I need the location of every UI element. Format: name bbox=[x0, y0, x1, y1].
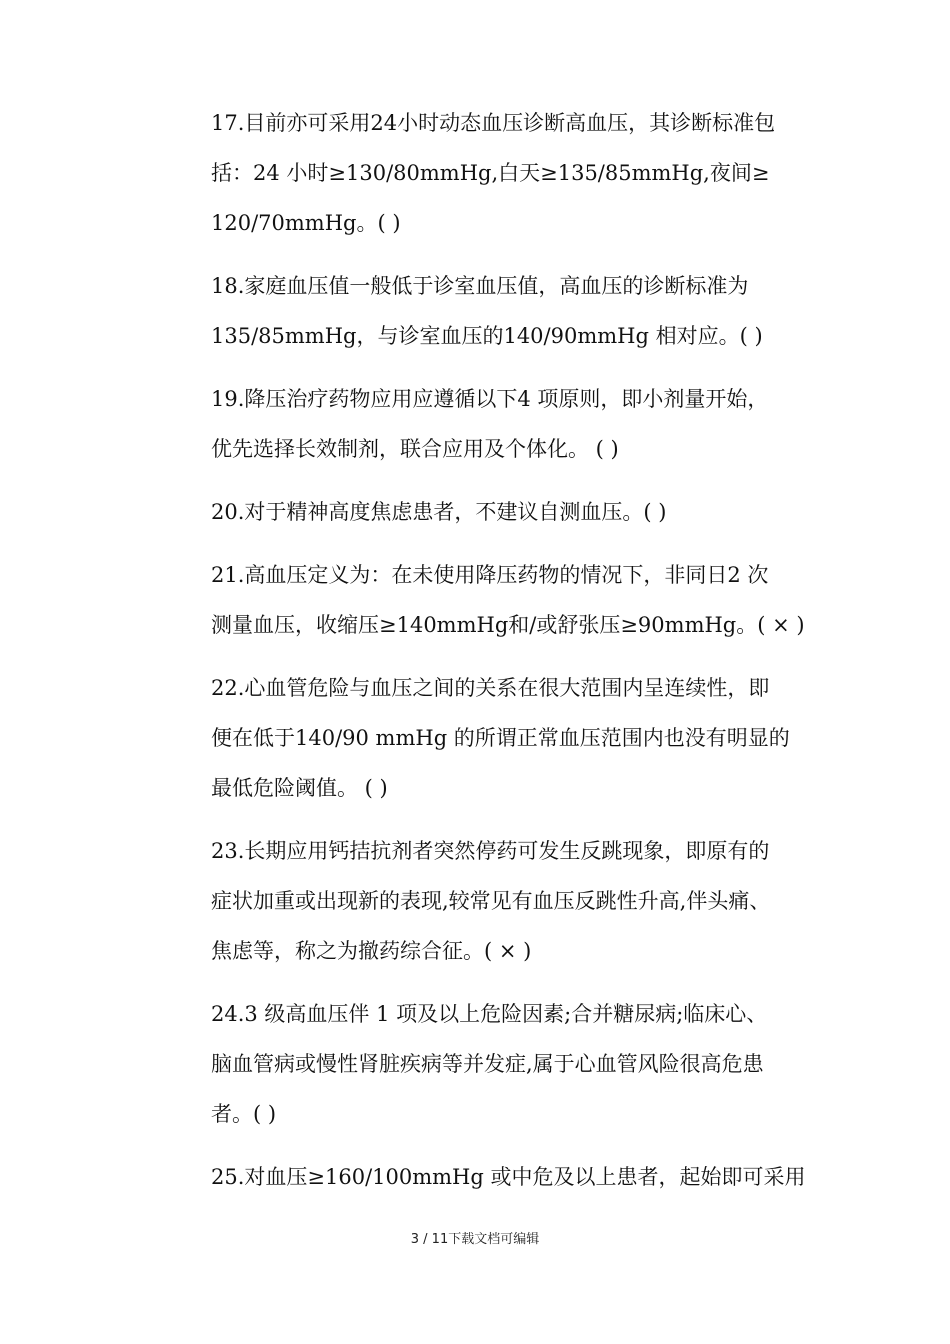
question-list bbox=[211, 98, 811, 1215]
page-footer: 3 / 11下载文档可编辑 bbox=[410, 1232, 540, 1247]
question-line: 21.高血压定义为：在未使用降压药物的情况下，非同日2 次 bbox=[211, 563, 769, 587]
question-line: 焦虑等，称之为撤药综合征。( × ) bbox=[211, 939, 532, 963]
question-line: 120/70mmHg。( ) bbox=[211, 211, 401, 235]
question-line: 17.目前亦可采用24小时动态血压诊断高血压，其诊断标准包 bbox=[211, 111, 776, 135]
question-25 bbox=[211, 1152, 811, 1202]
question-22 bbox=[211, 663, 811, 813]
question-line: 20.对于精神高度焦虑患者，不建议自测血压。( ) bbox=[211, 500, 667, 524]
question-line: 便在低于140/90 mmHg 的所谓正常血压范围内也没有明显的 bbox=[211, 726, 790, 750]
question-21 bbox=[211, 550, 811, 650]
question-20 bbox=[211, 487, 811, 537]
question-23 bbox=[211, 826, 811, 976]
question-line: 19.降压治疗药物应用应遵循以下4 项原则，即小剂量开始， bbox=[211, 387, 769, 411]
question-line: 135/85mmHg，与诊室血压的140/90mmHg 相对应。( ) bbox=[211, 324, 763, 348]
question-line: 最低危险阈值。 ( ) bbox=[211, 776, 388, 800]
question-24 bbox=[211, 989, 811, 1139]
question-line: 测量血压，收缩压≥140mmHg和/或舒张压≥90mmHg。( × ) bbox=[211, 613, 805, 637]
question-line: 24.3 级高血压伴 1 项及以上危险因素;合并糖尿病;临床心、 bbox=[211, 1002, 768, 1026]
question-line: 18.家庭血压值一般低于诊室血压值，高血压的诊断标准为 bbox=[211, 274, 749, 298]
question-17 bbox=[211, 98, 811, 248]
question-line: 优先选择长效制剂，联合应用及个体化。 ( ) bbox=[211, 437, 619, 461]
question-line: 23.长期应用钙拮抗剂者突然停药可发生反跳现象，即原有的 bbox=[211, 839, 770, 863]
question-18 bbox=[211, 261, 811, 361]
question-line: 脑血管病或慢性肾脏疾病等并发症,属于心血管风险很高危患 bbox=[211, 1052, 764, 1076]
question-line: 者。( ) bbox=[211, 1102, 277, 1126]
question-line: 22.心血管危险与血压之间的关系在很大范围内呈连续性，即 bbox=[211, 676, 770, 700]
question-line: 症状加重或出现新的表现,较常见有血压反跳性升高,伴头痛、 bbox=[211, 889, 771, 913]
question-19 bbox=[211, 374, 811, 474]
question-line: 25.对血压≥160/100mmHg 或中危及以上患者，起始即可采用 bbox=[211, 1165, 806, 1189]
question-line: 括：24 小时≥130/80mmHg,白天≥135/85mmHg,夜间≥ bbox=[211, 161, 770, 185]
